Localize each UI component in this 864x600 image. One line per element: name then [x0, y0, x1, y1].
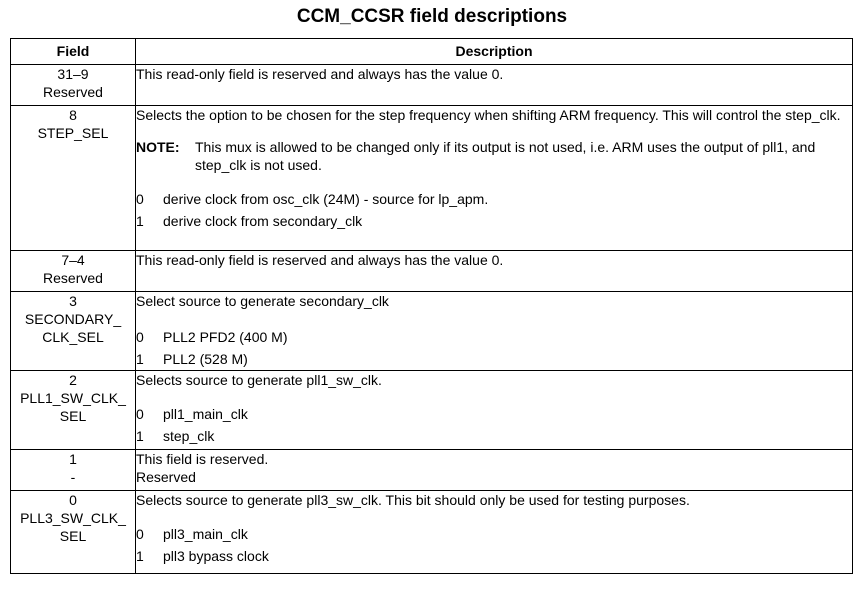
- table-row: [11, 251, 853, 292]
- table-row: [11, 292, 853, 371]
- option-text: PLL2 (528 M): [163, 351, 248, 367]
- field-cell: [11, 450, 136, 491]
- list-item: [136, 545, 852, 567]
- option-text: pll3 bypass clock: [163, 548, 269, 564]
- description-cell: [136, 292, 853, 371]
- table-row: [11, 371, 853, 450]
- description-text: This read-only field is reserved and always has the value 0.: [136, 252, 504, 268]
- field-name: SEL: [59, 528, 87, 544]
- field-name: Reserved: [43, 84, 103, 100]
- option-value: 1: [136, 548, 144, 564]
- option-value: 0: [136, 406, 144, 422]
- description-cell: [136, 491, 853, 574]
- option-value: 0: [136, 329, 144, 345]
- description-text: This field is reserved.: [136, 451, 269, 467]
- table-row: [11, 65, 853, 106]
- description-text: Reserved: [136, 469, 196, 485]
- field-cell: [11, 251, 136, 292]
- description-cell: [136, 106, 853, 251]
- field-name: Reserved: [43, 270, 103, 286]
- note-label: NOTE:: [136, 139, 180, 155]
- description-cell: [136, 371, 853, 450]
- field-bits: 1: [69, 451, 77, 467]
- table-row: [11, 491, 853, 574]
- field-name: PLL3_SW_CLK_: [20, 510, 126, 526]
- field-name: SEL: [59, 408, 87, 424]
- option-text: pll1_main_clk: [163, 406, 248, 422]
- option-text: derive clock from osc_clk (24M) - source for lp_apm.: [163, 191, 489, 207]
- option-text: derive clock from secondary_clk: [163, 213, 363, 229]
- description-cell: [136, 65, 853, 106]
- option-text: step_clk: [163, 428, 215, 444]
- field-bits: 7–4: [61, 252, 85, 268]
- field-descriptions-table: [10, 38, 853, 574]
- field-name: -: [70, 469, 76, 485]
- field-cell: [11, 106, 136, 251]
- list-item: [136, 425, 852, 447]
- description-cell: [136, 450, 853, 491]
- header-row: [11, 39, 853, 65]
- note-text: This mux is allowed to be changed only if its output is not used, i.e. ARM uses the output of pll1, and step_clk is not used.: [195, 139, 816, 173]
- description-text: This read-only field is reserved and always has the value 0.: [136, 66, 504, 82]
- option-text: PLL2 PFD2 (400 M): [163, 329, 288, 345]
- list-item: [136, 403, 852, 425]
- field-name: STEP_SEL: [37, 125, 109, 141]
- description-column-header: Description: [136, 39, 853, 65]
- description-text: Selects source to generate pll3_sw_clk. This bit should only be used for testing purposes.: [136, 492, 690, 508]
- list-item: [136, 523, 852, 545]
- field-cell: [11, 292, 136, 371]
- option-value: 1: [136, 351, 144, 367]
- field-name: PLL1_SW_CLK_: [20, 390, 126, 406]
- note-block: [136, 138, 852, 174]
- field-cell: [11, 371, 136, 450]
- list-item: [136, 326, 852, 348]
- option-value: 0: [136, 191, 144, 207]
- list-item: [136, 210, 852, 232]
- description-cell: [136, 251, 853, 292]
- option-value: 1: [136, 428, 144, 444]
- description-text: Select source to generate secondary_clk: [136, 293, 389, 309]
- field-name: SECONDARY_: [24, 311, 122, 327]
- description-text: Selects source to generate pll1_sw_clk.: [136, 372, 382, 388]
- table-row: [11, 106, 853, 251]
- field-column-header: Field: [11, 39, 136, 65]
- option-list: [136, 523, 852, 567]
- option-value: 1: [136, 213, 144, 229]
- option-list: [136, 403, 852, 447]
- field-cell: [11, 65, 136, 106]
- table-row: [11, 450, 853, 491]
- option-value: 0: [136, 526, 144, 542]
- field-bits: 31–9: [57, 66, 89, 82]
- field-bits: 8: [69, 107, 77, 123]
- description-text: Selects the option to be chosen for the step frequency when shifting ARM frequency. This will control the step_clk.: [136, 107, 841, 123]
- option-list: [136, 326, 852, 370]
- list-item: [136, 188, 852, 210]
- field-bits: 2: [69, 372, 77, 388]
- table-title: CCM_CCSR field descriptions: [296, 6, 568, 27]
- option-list: [136, 188, 852, 232]
- option-text: pll3_main_clk: [163, 526, 248, 542]
- field-cell: [11, 491, 136, 574]
- field-bits: 3: [69, 293, 77, 309]
- field-name: CLK_SEL: [42, 329, 104, 345]
- field-bits: 0: [69, 492, 77, 508]
- list-item: [136, 348, 852, 370]
